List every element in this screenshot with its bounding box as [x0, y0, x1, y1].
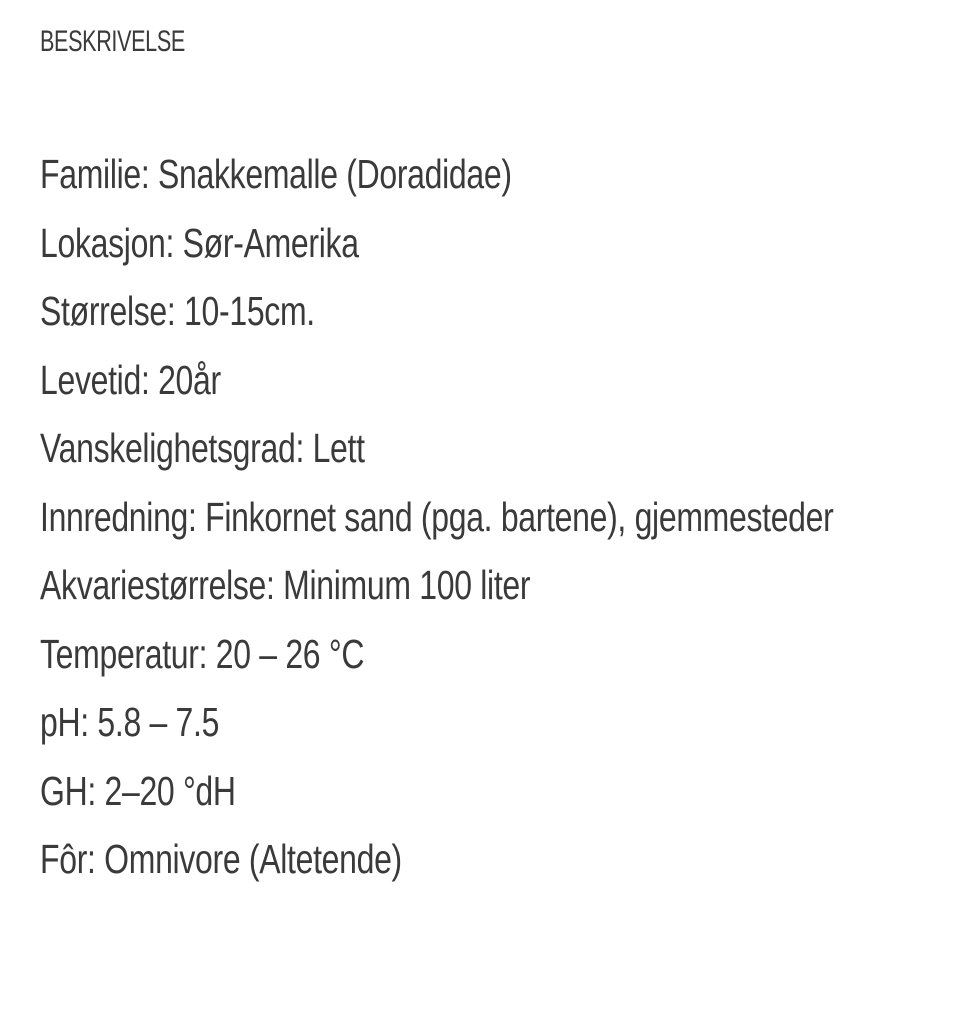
fact-for: Fôr: Omnivore (Altetende) — [40, 836, 402, 882]
fact-innredning: Innredning: Finkornet sand (pga. bartene), gjemmesteder — [40, 493, 834, 540]
section-heading: BESKRIVELSE — [40, 25, 185, 58]
fact-familie: Familie: Snakkemalle (Doradidae) — [40, 151, 512, 197]
fact-gh: GH: 2–20 °dH — [40, 767, 236, 814]
fact-vanskelighetsgrad: Vanskelighetsgrad: Lett — [40, 425, 365, 471]
fact-ph: pH: 5.8 – 7.5 — [40, 699, 220, 745]
fact-akvariestorrelse: Akvariestørrelse: Minimum 100 liter — [40, 562, 531, 608]
fact-storrelse: Størrelse: 10-15cm. — [40, 288, 315, 334]
fact-list — [40, 146, 960, 900]
fact-levetid: Levetid: 20år — [40, 356, 221, 403]
fact-temperatur: Temperatur: 20 – 26 °C — [40, 630, 365, 677]
fact-lokasjon: Lokasjon: Sør-Amerika — [40, 219, 359, 266]
